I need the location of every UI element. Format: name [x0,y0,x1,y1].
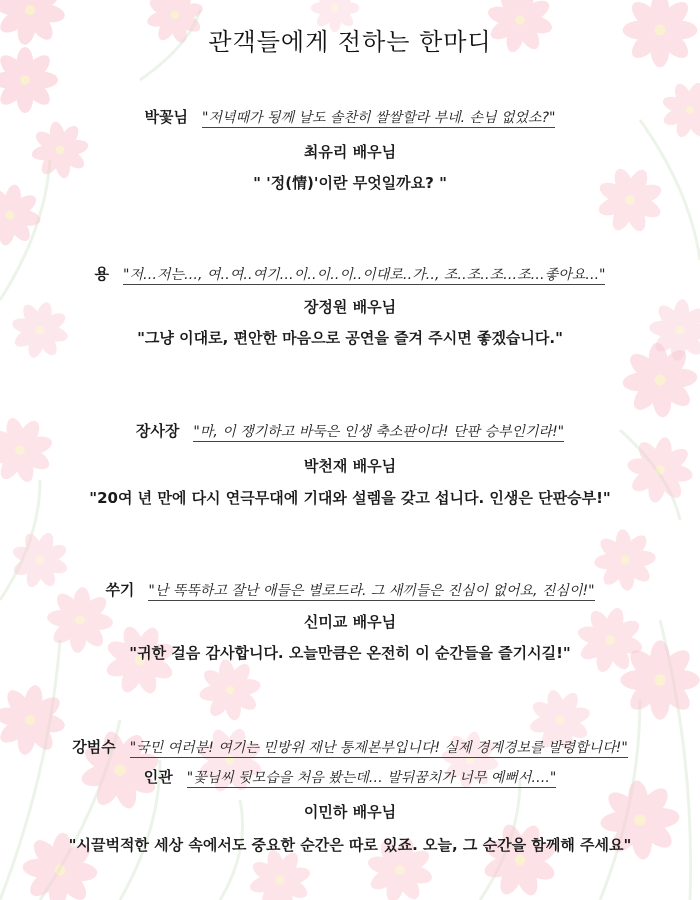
role-name: 강범수 [72,738,116,756]
role-quote: "꽃님씨 뒷모습을 처음 봤는데… 발뒤꿈치가 너무 예뻐서…." [186,770,557,786]
actor-message: "그냥 이대로, 편안한 마음으로 공연을 즐겨 주시면 좋겠습니다." [137,329,563,347]
role-name: 쑤기 [105,581,135,599]
role-quote: "저녁때가 됭께 날도 솔찬히 쌀쌀할라 부네. 손님 없었소?" [202,110,556,126]
actor-message: "시끌벅적한 세상 속에서도 중요한 순간은 따로 있죠. 오늘, 그 순간을 함께해 주세요" [68,836,632,854]
actor-name: 박천재 배우님 [303,457,397,475]
actor-name: 이민하 배우님 [303,803,397,821]
role-quote-line [0,766,700,787]
actor-name: 최유리 배우님 [303,143,397,161]
role-name: 박꽃님 [144,108,189,126]
actor-message: "20여 년 만에 다시 연극무대에 기대와 설렘을 갖고 섭니다. 인생은 단판승부!" [89,489,611,507]
role-quote-line [0,263,700,284]
role-name: 인관 [143,768,173,786]
role-name: 용 [94,265,110,283]
role-quote-line [0,736,700,757]
role-quote-line [0,579,700,600]
role-name: 장사장 [135,422,180,440]
role-quote: "마, 이 쟁기하고 바둑은 인생 축소판이다! 단판 승부인기라!" [193,424,565,440]
role-quote: "국민 여러분! 여기는 민방위 재난 통제본부입니다! 실제 경계경보를 발령합니다!" [129,740,628,756]
actor-message: "귀한 걸음 감사합니다. 오늘만큼은 온전히 이 순간들을 즐기시길!" [129,644,571,662]
role-quote: "저…저는…, 여‥여‥여기…이‥이‥이‥이대로‥가‥, 조‥조‥조…조…좋아요‥." [123,267,606,283]
actor-message: " '정(情)'이란 무엇일까요? " [253,174,447,192]
role-quote: "난 똑똑하고 잘난 애들은 별로드라. 그 새끼들은 진심이 없어요, 진심이!" [148,583,595,599]
page-title: 관객들에게 전하는 한마디 [208,28,492,56]
actor-name: 신미교 배우님 [303,613,397,631]
role-quote-line [0,106,700,127]
role-quote-line [0,420,700,441]
actor-name: 장정원 배우님 [303,298,397,316]
